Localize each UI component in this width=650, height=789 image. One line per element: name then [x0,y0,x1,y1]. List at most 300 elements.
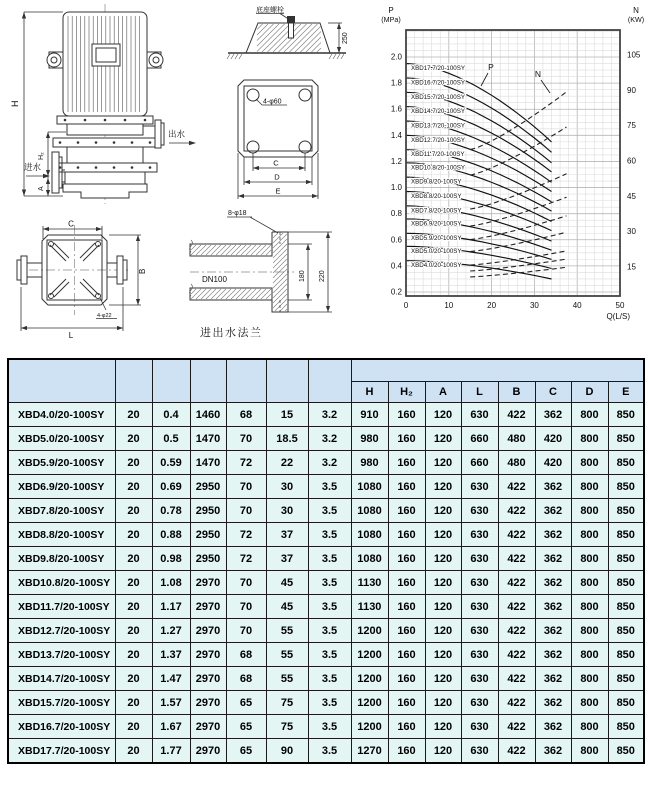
table-cell: 1080 [351,523,388,547]
table-cell: 850 [608,739,644,764]
axis-label: P [488,62,494,72]
axis-label: N [534,69,542,79]
model-cell: XBD5.0/20-100SY [8,427,115,451]
table-cell: 68 [226,403,266,427]
table-cell: 2970 [190,739,226,764]
table-cell: 660 [461,427,498,451]
curve-label: XBD12.7/20-100SY [411,136,466,144]
curve-label: XBD15.7/20-100SY [411,93,466,101]
performance-chart [378,2,650,322]
model-cell: XBD10.8/20-100SY [8,571,115,595]
table-cell: 630 [461,691,498,715]
table-cell: 3.5 [308,547,351,571]
dim-220-label: 220 [319,270,326,282]
table-cell: 20 [115,667,152,691]
table-cell: 0.98 [152,547,190,571]
outlet-label: 出水 [168,129,186,139]
axis-label: P [388,6,394,15]
x-tick: 30 [529,301,539,310]
table-cell: 20 [115,547,152,571]
table-cell: 422 [498,571,535,595]
inlet-label: 进水 [24,162,42,172]
table-cell: 422 [498,691,535,715]
table-cell: 362 [535,403,571,427]
table-cell: 70 [226,595,266,619]
curve-label: XBD7.8/20-100SY [411,207,462,215]
table-cell: 20 [115,715,152,739]
foundation-bolt-drawing [228,2,348,64]
table-cell: 2970 [190,691,226,715]
table-cell: 72 [226,523,266,547]
table-cell: 362 [535,643,571,667]
outlet-flange [155,120,161,148]
power-curve [470,92,566,150]
bore-label: DN100 [202,275,227,284]
table-row [8,715,644,739]
lifting-eye-right [149,53,163,67]
model-cell: XBD12.7/20-100SY [8,619,115,643]
y-right-tick: 90 [627,85,636,95]
table-cell: 3.5 [308,523,351,547]
table-cell: 55 [266,619,308,643]
curve-label: XBD14.7/20-100SY [411,108,466,116]
table-cell: 2970 [190,643,226,667]
table-cell: 1.08 [152,571,190,595]
plate-outer [238,80,318,157]
curve-label: XBD16.7/20-100SY [411,79,466,87]
table-cell: 120 [425,667,461,691]
table-cell: 1270 [351,739,388,764]
table-cell: 160 [388,691,425,715]
table-cell: 630 [461,715,498,739]
table-cell: 1200 [351,715,388,739]
table-cell: 1.17 [152,595,190,619]
dim-l-label: L [68,331,74,340]
table-cell: 20 [115,523,152,547]
outlet-arrow [189,141,196,145]
bolt-hole [299,89,311,101]
pump-front-view-drawing [8,4,203,206]
model-cell: XBD17.7/20-100SY [8,739,115,764]
dimension-column-header: C [535,382,571,403]
y-left-tick: 1.4 [390,130,402,140]
table-cell: 422 [498,523,535,547]
table-cell: 20 [115,451,152,475]
table-cell: 2950 [190,475,226,499]
table-cell: 160 [388,571,425,595]
table-cell: 480 [498,451,535,475]
curve-label: XBD8.8/20-100SY [411,193,462,200]
pump-barrel [67,147,143,163]
pump-top-view-drawing [5,205,195,340]
table-row [8,427,644,451]
dimension-column-header: B [498,382,535,403]
table-cell: 120 [425,691,461,715]
holes-label: 4-φ22 [97,313,112,319]
base-plate-plan-drawing [235,72,345,207]
holes-label: 4-φ60 [263,98,282,106]
upper-flange [53,138,157,147]
table-row [8,475,644,499]
table-cell: 120 [425,427,461,451]
leader-line [100,298,106,310]
inlet-flange [52,152,59,193]
table-cell: 1.67 [152,715,190,739]
table-cell: 120 [425,739,461,764]
y-left-tick: 0.6 [390,235,402,245]
table-cell: 800 [571,715,608,739]
table-cell: 68 [226,643,266,667]
table-cell: 630 [461,499,498,523]
table-cell: 160 [388,643,425,667]
table-cell: 2950 [190,547,226,571]
table-cell: 20 [115,643,152,667]
table-cell: 20 [115,595,152,619]
table-cell: 630 [461,739,498,764]
table-cell: 160 [388,739,425,764]
table-cell: 800 [571,523,608,547]
bolt-hole [247,89,259,101]
column-header-empty [308,359,351,403]
leader-line [256,99,262,105]
model-cell: XBD7.8/20-100SY [8,499,115,523]
table-cell: 70 [226,499,266,523]
table-cell: 120 [425,451,461,475]
table-cell: 800 [571,739,608,764]
dimensions-group-header [351,359,644,382]
table-cell: 160 [388,619,425,643]
table-cell: 120 [425,571,461,595]
table-cell: 420 [535,427,571,451]
axis-label: (KW) [627,15,645,24]
table-cell: 800 [571,595,608,619]
table-cell: 90 [266,739,308,764]
table-cell: 1.57 [152,691,190,715]
dim-180-label: 180 [299,270,306,282]
dim-c-label: C [273,158,279,168]
pump-stool [67,124,143,135]
column-header-empty [152,359,190,403]
table-cell: 120 [425,595,461,619]
table-cell: 20 [115,619,152,643]
table-cell: 70 [226,571,266,595]
table-cell: 422 [498,739,535,764]
model-cell: XBD15.7/20-100SY [8,691,115,715]
table-cell: 3.2 [308,427,351,451]
table-cell: 2970 [190,667,226,691]
table-cell: 422 [498,547,535,571]
table-row [8,691,644,715]
table-cell: 850 [608,643,644,667]
pump-base [63,184,147,198]
table-cell: 160 [388,523,425,547]
curve-label: XBD4.0/20-100SY [411,262,462,270]
table-cell: 1130 [351,595,388,619]
table-cell: 362 [535,523,571,547]
table-cell: 1080 [351,499,388,523]
table-cell: 1.27 [152,619,190,643]
dimension-column-header: H₂ [388,382,425,403]
dim-h2-label: H₂ [38,152,45,160]
column-header-empty [190,359,226,403]
curve-label: XBD9.8/20-100SY [411,178,462,186]
table-row [8,667,644,691]
table-cell: 37 [266,523,308,547]
table-cell: 70 [226,619,266,643]
table-cell: 0.78 [152,499,190,523]
table-cell: 20 [115,739,152,764]
dimension-column-header: L [461,382,498,403]
table-cell: 3.5 [308,595,351,619]
curve-label: XBD13.7/20-100SY [411,122,466,130]
table-cell: 850 [608,523,644,547]
model-cell: XBD9.8/20-100SY [8,547,115,571]
table-cell: 65 [226,715,266,739]
table-cell: 850 [608,451,644,475]
model-cell: XBD8.8/20-100SY [8,523,115,547]
table-cell: 362 [535,667,571,691]
table-row [8,571,644,595]
table-cell: 65 [226,691,266,715]
table-cell: 800 [571,547,608,571]
table-cell: 850 [608,499,644,523]
table-cell: 15 [266,403,308,427]
table-cell: 160 [388,403,425,427]
table-cell: 2970 [190,571,226,595]
table-row [8,619,644,643]
table-cell: 3.5 [308,739,351,764]
table-cell: 1470 [190,451,226,475]
column-header-empty [226,359,266,403]
table-cell: 37 [266,547,308,571]
table-row [8,499,644,523]
table-cell: 1470 [190,427,226,451]
y-left-tick: 1.6 [390,104,402,114]
holes-label: 8-φ18 [228,210,247,217]
table-cell: 30 [266,499,308,523]
power-curve [470,232,566,251]
table-cell: 630 [461,571,498,595]
flange-caption: 进出水法兰 [200,327,263,339]
y-right-tick: 15 [627,262,636,272]
y-left-tick: 0.8 [390,209,402,219]
curve-label: XBD11.7/20-100SY [411,151,465,159]
table-cell: 20 [115,691,152,715]
table-cell: 422 [498,595,535,619]
table-cell: 160 [388,667,425,691]
curve-label: XBD6.9/20-100SY [411,220,462,228]
table-cell: 630 [461,595,498,619]
pump-casing [65,172,145,184]
table-cell: 362 [535,715,571,739]
table-cell: 2970 [190,715,226,739]
table-cell: 20 [115,499,152,523]
model-cell: XBD14.7/20-100SY [8,667,115,691]
table-cell: 120 [425,499,461,523]
axis-label: Q(L/S) [606,312,630,321]
curve-label: XBD10.8/20-100SY [411,164,466,172]
table-cell: 0.59 [152,451,190,475]
table-cell: 20 [115,403,152,427]
table-cell: 480 [498,427,535,451]
table-cell: 422 [498,715,535,739]
table-cell: 22 [266,451,308,475]
x-tick: 50 [615,301,625,310]
table-cell: 422 [498,403,535,427]
table-cell: 160 [388,475,425,499]
table-cell: 362 [535,571,571,595]
table-cell: 30 [266,475,308,499]
table-cell: 0.5 [152,427,190,451]
table-cell: 850 [608,691,644,715]
table-cell: 75 [266,715,308,739]
y-right-tick: 30 [627,227,636,237]
leader-line [250,217,278,233]
dim-d-label: D [274,172,280,182]
dim-h-label: H [10,100,20,107]
table-cell: 850 [608,547,644,571]
table-cell: 1.37 [152,643,190,667]
y-right-tick: 60 [627,156,636,166]
table-cell: 800 [571,427,608,451]
table-cell: 1200 [351,619,388,643]
table-cell: 2950 [190,523,226,547]
model-cell: XBD4.0/20-100SY [8,403,115,427]
table-cell: 1200 [351,643,388,667]
model-cell: XBD13.7/20-100SY [8,643,115,667]
table-cell: 0.4 [152,403,190,427]
table-row [8,595,644,619]
table-cell: 160 [388,451,425,475]
dim-c-label: C [68,219,74,229]
table-cell: 422 [498,667,535,691]
curve-label: XBD5.0/20-100SY [411,247,462,255]
table-cell: 20 [115,571,152,595]
power-curve [470,197,566,226]
table-cell: 420 [535,451,571,475]
table-cell: 55 [266,667,308,691]
dim-a-label: A [38,186,45,191]
table-cell: 70 [226,475,266,499]
table-cell: 850 [608,475,644,499]
table-cell: 630 [461,475,498,499]
table-cell: 980 [351,451,388,475]
model-cell: XBD5.9/20-100SY [8,451,115,475]
table-cell: 1200 [351,667,388,691]
left-flange [21,256,27,284]
lower-flange [53,163,157,172]
table-cell: 630 [461,643,498,667]
table-cell: 800 [571,691,608,715]
table-cell: 3.2 [308,451,351,475]
x-tick: 10 [444,301,454,310]
x-tick: 20 [487,301,497,310]
table-row [8,547,644,571]
y-left-tick: 0.2 [390,287,402,297]
table-cell: 800 [571,667,608,691]
table-cell: 3.5 [308,619,351,643]
column-header-empty [115,359,152,403]
curve-label: XBD17.7/20-100SY [411,65,466,72]
table-row [8,451,644,475]
table-cell: 2970 [190,595,226,619]
y-left-tick: 0.4 [390,261,402,271]
table-cell: 422 [498,499,535,523]
table-cell: 160 [388,547,425,571]
model-cell: XBD16.7/20-100SY [8,715,115,739]
x-tick: 0 [403,301,409,310]
table-cell: 422 [498,619,535,643]
table-cell: 75 [266,691,308,715]
right-flange [117,256,123,284]
table-cell: 362 [535,595,571,619]
table-cell: 3.5 [308,715,351,739]
model-cell: XBD6.9/20-100SY [8,475,115,499]
table-cell: 3.5 [308,691,351,715]
table-cell: 3.5 [308,475,351,499]
dim-b-label: B [138,268,147,274]
table-cell: 1080 [351,547,388,571]
table-cell: 65 [226,739,266,764]
y-right-tick: 75 [627,121,636,131]
inlet-arrow [43,174,50,178]
flange-section-drawing [190,200,345,345]
anchor-bolt [287,16,295,23]
table-cell: 3.5 [308,571,351,595]
y-right-tick: 105 [627,50,641,60]
table-cell: 120 [425,403,461,427]
table-cell: 362 [535,547,571,571]
table-cell: 20 [115,427,152,451]
dimension-column-header: A [425,382,461,403]
table-cell: 45 [266,595,308,619]
table-cell: 18.5 [266,427,308,451]
table-cell: 800 [571,475,608,499]
table-cell: 120 [425,523,461,547]
column-header-empty [8,359,115,403]
table-cell: 850 [608,619,644,643]
table-cell: 850 [608,595,644,619]
y-left-tick: 1.2 [390,156,402,166]
lifting-eye-left [47,53,61,67]
table-cell: 160 [388,427,425,451]
y-right-tick: 45 [627,191,636,201]
curve-label: XBD5.9/20-100SY [411,234,462,242]
table-cell: 800 [571,499,608,523]
table-cell: 120 [425,715,461,739]
specification-table [7,358,645,764]
table-cell: 630 [461,619,498,643]
foundation-bolt-label: 底座螺栓 [256,7,284,14]
table-cell: 850 [608,715,644,739]
table-cell: 1.47 [152,667,190,691]
table-cell: 0.69 [152,475,190,499]
table-cell: 660 [461,451,498,475]
dimension-column-header: E [608,382,644,403]
model-cell: XBD11.7/20-100SY [8,595,115,619]
table-cell: 630 [461,523,498,547]
table-row [8,403,644,427]
table-cell: 362 [535,619,571,643]
dim-250-label: 250 [342,32,349,44]
y-left-tick: 2.0 [390,52,402,62]
table-cell: 3.5 [308,667,351,691]
table-cell: 630 [461,667,498,691]
dimension-column-header: D [571,382,608,403]
table-cell: 72 [226,547,266,571]
table-cell: 800 [571,451,608,475]
table-cell: 72 [226,451,266,475]
